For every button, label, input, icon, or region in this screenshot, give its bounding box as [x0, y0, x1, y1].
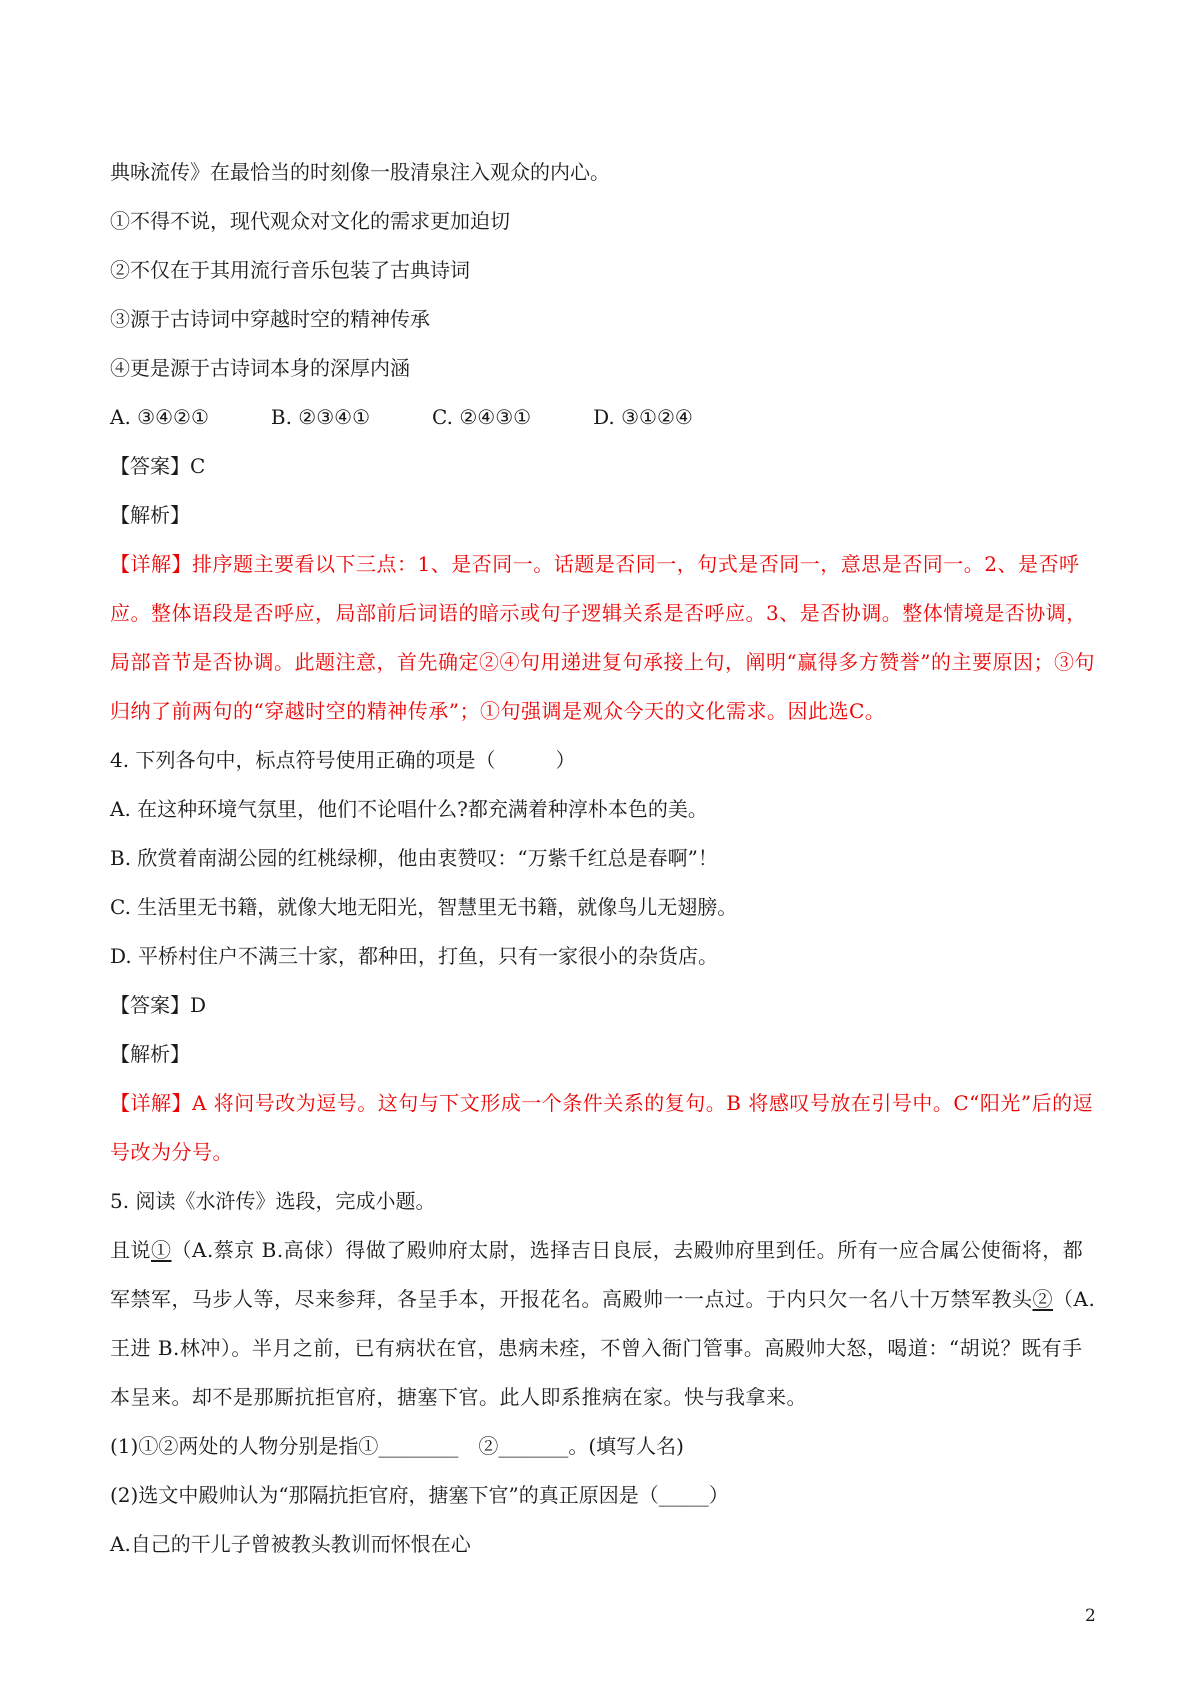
text-line: ①不得不说，现代观众对文化的需求更加迫切 — [110, 209, 510, 233]
q4-answer: 【答案】D — [110, 993, 207, 1017]
q4-option-d: D. 平桥村住户不满三十家，都种田，打鱼，只有一家很小的杂货店。 — [110, 944, 719, 968]
page-number: 2 — [1085, 1606, 1096, 1626]
q3-option-c: C. ②④③① — [432, 405, 532, 429]
blank-1: ① — [151, 1238, 172, 1262]
q3-option-b: B. ②③④① — [270, 405, 371, 429]
text-line: ④更是源于古诗词本身的深厚内涵 — [110, 356, 410, 380]
passage-text: （A.蔡京 B.高俅）得做了殿帅府太尉，选择吉日良辰，去殿帅府里到任。所有一应合属公使衙将，都军禁军，马步人等，尽来参拜，各呈手本，开报花名。高殿帅一一点过。于内只欠一名八十万禁军教头 — [110, 1238, 1084, 1311]
text-line: ②不仅在于其用流行音乐包装了古典诗词 — [110, 258, 470, 282]
q4-option-b: B. 欣赏着南湖公园的红桃绿柳，他由衷赞叹：“万紫千红总是春啊”！ — [110, 846, 718, 870]
text-line: ③源于古诗词中穿越时空的精神传承 — [110, 307, 430, 331]
q5-sub1: (1)①②两处的人物分别是指①________ ②_______。(填写人名) — [110, 1434, 684, 1458]
q3-analysis-label: 【解析】 — [110, 503, 190, 527]
passage-text: （A.王进 B.林冲）。半月之前，已有病状在官，患病未痊，不曾入衙门管事。高殿帅大怒，喝道：“胡说？既有手本呈来。却不是那厮抗拒官府，搪塞下官。此人即系推病在家。快与我拿来。 — [110, 1287, 1096, 1409]
q4-analysis-label: 【解析】 — [110, 1042, 190, 1066]
q3-answer: 【答案】C — [110, 454, 206, 478]
q4-detail: 【详解】A 将问号改为逗号。这句与下文形成一个条件关系的复句。B 将感叹号放在引号中。C“阳光”后的逗号改为分号。 — [110, 1091, 1094, 1164]
q4-option-c: C. 生活里无书籍，就像大地无阳光，智慧里无书籍，就像鸟儿无翅膀。 — [110, 895, 738, 919]
q5-passage — [110, 1226, 1100, 1422]
q4-stem: 4. 下列各句中，标点符号使用正确的项是（ ） — [110, 748, 576, 772]
document-page — [110, 148, 1100, 1569]
q5-stem: 5. 阅读《水浒传》选段，完成小题。 — [110, 1189, 436, 1213]
q4-option-a: A. 在这种环境气氛里，他们不论唱什么?都充满着种淳朴本色的美。 — [110, 797, 708, 821]
q3-detail: 【详解】排序题主要看以下三点：1、是否同一。话题是否同一，句式是否同一，意思是否同一。2、是否呼应。整体语段是否呼应，局部前后词语的暗示或句子逻辑关系是否呼应。3、是否协调。整体情境是否协调，局部音节是否协调。此题注意，首先确定②④句用递进复句承接上句，阐明“赢得多方赞誉”的主要原因；③句归纳了前两句的“穿越时空的精神传承”；①句强调是观众今天的文化需求。因此选C。 — [110, 552, 1095, 723]
text-line: 典咏流传》在最恰当的时刻像一股清泉注入观众的内心。 — [110, 160, 610, 184]
blank-2: ② — [1032, 1287, 1053, 1311]
q5-sub2: (2)选文中殿帅认为“那隔抗拒官府，搪塞下官”的真正原因是（_____） — [110, 1483, 729, 1507]
passage-text: 且说 — [110, 1238, 151, 1262]
q3-options — [110, 393, 1100, 442]
q3-option-d: D. ③①②④ — [593, 405, 693, 429]
q3-option-a: A. ③④②① — [110, 405, 209, 429]
q5-sub2-option-a: A.自己的干儿子曾被教头教训而怀恨在心 — [110, 1532, 471, 1556]
